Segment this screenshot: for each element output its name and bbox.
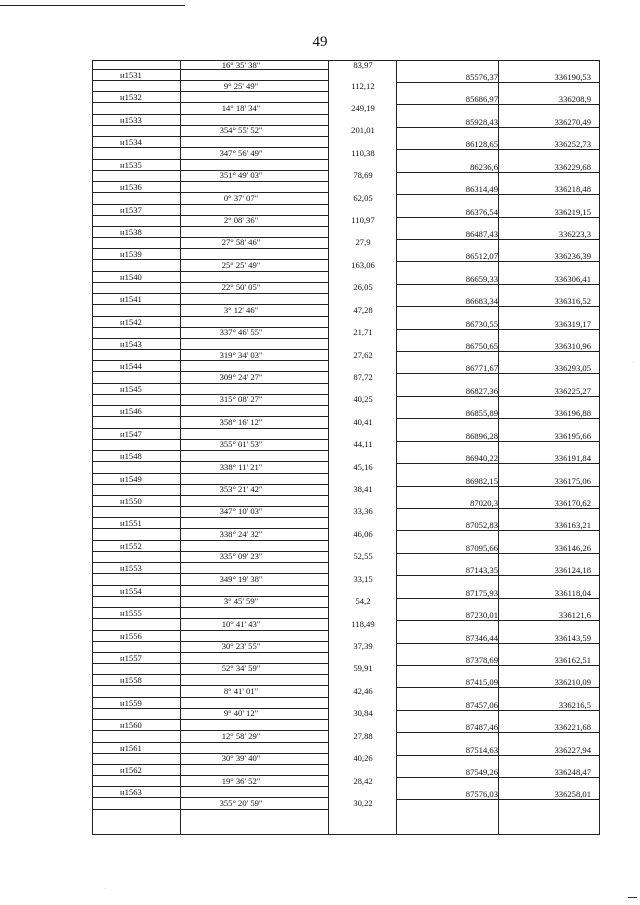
direction-angle: 353° 21' 42": [219, 484, 263, 495]
distance: 54,2: [355, 596, 371, 607]
distance: 78,69: [353, 170, 373, 181]
y-coordinate: 336124,18: [554, 565, 591, 576]
point-label: н1547: [120, 428, 142, 439]
distance: 46,06: [353, 528, 373, 539]
direction-angle: 0° 37' 07": [223, 192, 259, 203]
distance: 249,19: [351, 102, 375, 113]
point-label: н1536: [120, 182, 142, 193]
direction-angle: 3° 12' 46": [223, 304, 259, 315]
distance: 30,84: [353, 708, 373, 719]
row-separator: [396, 732, 599, 733]
y-coordinate: 336319,17: [554, 318, 591, 329]
point-label: н1556: [120, 630, 142, 641]
y-coordinate: 336121,6: [558, 610, 591, 621]
distance: 27,62: [353, 349, 373, 360]
x-coordinate: 86940,22: [465, 453, 498, 464]
point-label: н1532: [120, 92, 142, 103]
distance: 42,46: [353, 685, 373, 696]
table-vertical-rule: [180, 60, 181, 834]
direction-angle: 309° 24' 27": [219, 371, 263, 382]
first-distance: 83,97: [353, 60, 373, 70]
direction-angle: 9° 25' 49": [223, 80, 259, 91]
x-coordinate: 85686,97: [465, 94, 498, 105]
y-coordinate: 336175,06: [554, 475, 591, 486]
distance: 27,88: [353, 730, 373, 741]
coordinates-table: [92, 60, 600, 834]
x-coordinate: 86487,43: [465, 228, 498, 239]
point-label: н1542: [120, 316, 142, 327]
x-coordinate: 86730,55: [465, 318, 498, 329]
y-coordinate: 336293,05: [554, 363, 591, 374]
row-separator: [92, 809, 328, 810]
row-separator: [396, 194, 599, 195]
direction-angle: 9° 40' 12": [223, 708, 259, 719]
direction-angle: 319° 34' 03": [219, 349, 263, 360]
row-separator: [396, 799, 599, 800]
distance: 62,05: [353, 192, 373, 203]
direction-angle: 27° 58' 46": [221, 237, 261, 248]
row-separator: [396, 172, 599, 173]
y-coordinate: 336252,73: [554, 139, 591, 150]
y-coordinate: 336306,41: [554, 273, 591, 284]
x-coordinate: 87576,03: [465, 789, 498, 800]
distance: 118,49: [351, 618, 375, 629]
row-separator: [396, 239, 599, 240]
x-coordinate: 87095,66: [465, 542, 498, 553]
x-coordinate: 86982,15: [465, 475, 498, 486]
direction-angle: 52° 34' 59": [221, 663, 261, 674]
point-label: н1557: [120, 652, 142, 663]
point-label: н1560: [120, 720, 142, 731]
y-coordinate: 336191,84: [554, 453, 591, 464]
direction-angle: 354° 55' 52": [219, 125, 263, 136]
y-coordinate: 336195,66: [554, 430, 591, 441]
x-coordinate: 87415,09: [465, 677, 498, 688]
distance: 201,01: [351, 125, 375, 136]
y-coordinate: 336223,3: [558, 228, 591, 239]
x-coordinate: 86827,36: [465, 385, 498, 396]
direction-angle: 19° 36' 52": [221, 775, 261, 786]
row-separator: [396, 441, 599, 442]
page-number: 49: [312, 34, 328, 50]
x-coordinate: 86750,65: [465, 341, 498, 352]
x-coordinate: 86896,28: [465, 430, 498, 441]
row-separator: [396, 217, 599, 218]
y-coordinate: 336248,47: [554, 767, 591, 778]
first-angle: 16° 35' 38": [221, 60, 261, 70]
point-label: н1552: [120, 540, 142, 551]
point-label: н1545: [120, 383, 142, 394]
margin-mark: [628, 897, 637, 898]
x-coordinate: 87346,44: [465, 632, 498, 643]
y-coordinate: 336146,26: [554, 542, 591, 553]
point-label: н1554: [120, 585, 142, 596]
point-label: н1562: [120, 765, 142, 776]
x-coordinate: 87052,83: [465, 520, 498, 531]
y-coordinate: 336221,68: [554, 722, 591, 733]
direction-angle: 338° 11' 21": [219, 461, 263, 472]
x-coordinate: 87143,35: [465, 565, 498, 576]
point-label: н1549: [120, 473, 142, 484]
point-label: н1534: [120, 137, 142, 148]
y-coordinate: 336170,62: [554, 497, 591, 508]
distance: 45,16: [353, 461, 373, 472]
y-coordinate: 336227,94: [554, 744, 591, 755]
row-separator: [396, 777, 599, 778]
y-coordinate: 336258,01: [554, 789, 591, 800]
distance: 27,9: [355, 237, 371, 248]
distance: 30,22: [353, 797, 373, 808]
direction-angle: 347° 56' 49": [219, 147, 263, 158]
row-separator: [396, 284, 599, 285]
x-coordinate: 87020,3: [470, 497, 498, 508]
distance: 33,36: [353, 506, 373, 517]
row-separator: [396, 329, 599, 330]
y-coordinate: 336210,09: [554, 677, 591, 688]
point-label: н1544: [120, 361, 142, 372]
y-coordinate: 336143,59: [554, 632, 591, 643]
distance: 37,39: [353, 641, 373, 651]
point-label: н1535: [120, 159, 142, 170]
row-separator: [396, 687, 599, 688]
point-label: н1551: [120, 518, 142, 529]
y-coordinate: 336162,51: [554, 654, 591, 665]
row-separator: [396, 530, 599, 531]
distance: 110,38: [351, 147, 375, 158]
distance: 52,55: [353, 551, 373, 562]
point-label: н1538: [120, 226, 142, 237]
row-separator: [396, 643, 599, 644]
row-separator: [396, 620, 599, 621]
row-separator: [396, 82, 599, 83]
direction-angle: 14° 18' 34": [221, 102, 261, 113]
direction-angle: 10° 41' 43": [221, 618, 261, 629]
y-coordinate: 336208,9: [558, 94, 591, 105]
row-separator: [396, 104, 599, 105]
row-separator: [396, 755, 599, 756]
y-coordinate: 336225,27: [554, 385, 591, 396]
direction-angle: 12° 58' 29": [221, 730, 261, 741]
top-rule: [0, 5, 185, 6]
row-separator: [396, 710, 599, 711]
y-coordinate: 336216,5: [558, 699, 591, 710]
direction-angle: 25° 25' 49": [221, 259, 261, 270]
x-coordinate: 86771,67: [465, 363, 498, 374]
direction-angle: 351° 49' 03": [219, 170, 263, 181]
distance: 40,26: [353, 753, 373, 764]
direction-angle: 355° 01' 53": [219, 439, 263, 450]
x-coordinate: 87175,93: [465, 587, 498, 598]
row-separator: [396, 396, 599, 397]
direction-angle: 355° 20' 59": [219, 797, 263, 808]
x-coordinate: 86683,34: [465, 296, 498, 307]
row-separator: [396, 351, 599, 352]
table-vertical-rule: [92, 60, 93, 834]
x-coordinate: 87487,46: [465, 722, 498, 733]
x-coordinate: 86376,54: [465, 206, 498, 217]
scan-speck: ·: [632, 360, 634, 366]
point-label: н1553: [120, 563, 142, 574]
direction-angle: 338° 24' 32": [219, 528, 263, 539]
direction-angle: 30° 39' 40": [221, 753, 261, 764]
x-coordinate: 87549,26: [465, 767, 498, 778]
row-separator: [396, 261, 599, 262]
distance: 28,42: [353, 775, 373, 786]
y-coordinate: 336310,96: [554, 341, 591, 352]
row-separator: [396, 598, 599, 599]
point-label: н1548: [120, 451, 142, 462]
row-separator: [396, 306, 599, 307]
point-label: н1546: [120, 406, 142, 417]
point-label: н1558: [120, 675, 142, 686]
x-coordinate: 85576,37: [465, 72, 498, 82]
y-coordinate: 336163,21: [554, 520, 591, 531]
y-coordinate: 336190,53: [554, 72, 591, 82]
distance: 163,06: [351, 259, 375, 270]
direction-angle: 22° 50' 05": [221, 282, 261, 293]
y-coordinate: 336270,49: [554, 116, 591, 127]
table-top-border: [92, 60, 600, 61]
point-label: н1533: [120, 114, 142, 125]
direction-angle: 3° 45' 59": [223, 596, 259, 607]
direction-angle: 315° 08' 27": [219, 394, 263, 405]
row-separator: [396, 127, 599, 128]
row-separator: [396, 508, 599, 509]
x-coordinate: 87378,69: [465, 654, 498, 665]
distance: 110,97: [351, 215, 375, 226]
x-coordinate: 87230,01: [465, 610, 498, 621]
scan-speck: ·: [104, 886, 106, 892]
y-coordinate: 336229,68: [554, 161, 591, 172]
table-vertical-rule: [498, 60, 499, 834]
row-separator: [396, 418, 599, 419]
row-separator: [396, 575, 599, 576]
point-label: н1543: [120, 339, 142, 350]
distance: 112,12: [351, 80, 375, 91]
x-coordinate: 86314,49: [465, 184, 498, 195]
x-coordinate: 86128,65: [465, 139, 498, 150]
x-coordinate: 86659,33: [465, 273, 498, 284]
row-separator: [396, 463, 599, 464]
y-coordinate: 336316,52: [554, 296, 591, 307]
direction-angle: 349° 19' 38": [219, 573, 263, 584]
distance: 47,28: [353, 304, 373, 315]
point-label: н1537: [120, 204, 142, 215]
direction-angle: 337° 46' 55": [219, 327, 263, 338]
distance: 21,71: [353, 327, 373, 338]
table-vertical-rule: [599, 60, 600, 834]
point-label: н1550: [120, 495, 142, 506]
distance: 44,11: [353, 439, 373, 450]
table-bottom-border: [92, 834, 600, 835]
x-coordinate: 85928,43: [465, 116, 498, 127]
x-coordinate: 86236,6: [470, 161, 498, 172]
point-label: н1555: [120, 608, 142, 619]
y-coordinate: 336196,88: [554, 408, 591, 419]
direction-angle: 30° 23' 55": [221, 641, 261, 651]
row-separator: [396, 665, 599, 666]
x-coordinate: 86855,89: [465, 408, 498, 419]
distance: 33,15: [353, 573, 373, 584]
distance: 40,41: [353, 416, 373, 427]
y-coordinate: 336219,15: [554, 206, 591, 217]
direction-angle: 358° 16' 12": [219, 416, 263, 427]
distance: 38,41: [353, 484, 373, 495]
distance: 87,72: [353, 371, 373, 382]
point-label: н1541: [120, 294, 142, 305]
y-coordinate: 336118,04: [554, 587, 591, 598]
direction-angle: 335° 09' 23": [219, 551, 263, 562]
row-separator: [396, 149, 599, 150]
point-label: н1539: [120, 249, 142, 260]
y-coordinate: 336218,48: [554, 184, 591, 195]
x-coordinate: 87514,63: [465, 744, 498, 755]
point-label: н1563: [120, 787, 142, 798]
distance: 40,25: [353, 394, 373, 405]
row-separator: [396, 486, 599, 487]
distance: 26,05: [353, 282, 373, 293]
x-coordinate: 86512,07: [465, 251, 498, 262]
row-separator: [396, 553, 599, 554]
point-label: н1540: [120, 271, 142, 282]
distance: 59,91: [353, 663, 373, 674]
point-label: н1531: [120, 70, 142, 80]
direction-angle: 8° 41' 01": [223, 685, 259, 696]
direction-angle: 2° 08' 36": [223, 215, 259, 226]
y-coordinate: 336236,39: [554, 251, 591, 262]
direction-angle: 347° 10' 03": [219, 506, 263, 517]
row-separator: [396, 373, 599, 374]
x-coordinate: 87457,06: [465, 699, 498, 710]
point-label: н1559: [120, 697, 142, 708]
point-label: н1561: [120, 742, 142, 753]
